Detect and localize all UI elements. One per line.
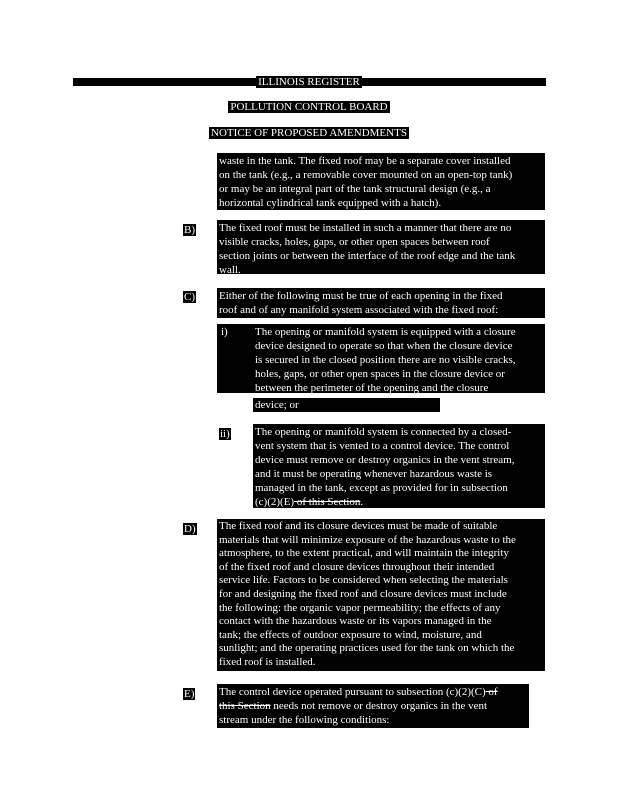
item-c-i-last-line: device; or — [253, 398, 440, 412]
text-line: materials that will minimize exposure of the hazardous waste to the — [219, 533, 516, 546]
text-line: is secured in the closed position there are no visible cracks, — [255, 354, 516, 366]
text-line: atmosphere, to the extent practical, and will maintain the integrity — [219, 547, 509, 560]
board-title: POLLUTION CONTROL BOARD — [230, 101, 388, 113]
text-line: between the perimeter of the opening and the closure — [255, 382, 489, 393]
text-line: wall. — [219, 264, 241, 274]
text-line: and it must be operating whenever hazardous waste is — [255, 468, 493, 480]
struck-text: this Section — [219, 700, 271, 712]
item-c-paragraph — [217, 288, 545, 318]
struck-text: of this Section — [294, 496, 361, 508]
text-line: (c)(2)(E) of this Section. — [255, 496, 364, 508]
text-line: vent system that is vented to a control device. The control — [255, 440, 510, 452]
notice-title: NOTICE OF PROPOSED AMENDMENTS — [211, 127, 407, 139]
register-title: ILLINOIS REGISTER — [258, 76, 360, 88]
item-c-ii-block — [253, 424, 545, 508]
text-line: or may be an integral part of the tank structural design (e.g., a — [219, 183, 491, 195]
item-c-i-label: i) — [221, 326, 228, 338]
text-line: waste in the tank. The fixed roof may be a separate cover installed — [219, 155, 511, 167]
text-line: The opening or manifold system is equipped with a closure — [255, 326, 516, 338]
text-line: fixed roof is installed. — [219, 655, 316, 668]
text-line: The fixed roof and its closure devices must be made of suitable — [219, 520, 498, 532]
item-c-ii-label: ii) — [220, 428, 230, 440]
text-line: tank; the effects of outdoor exposure to wind, moisture, and — [219, 628, 482, 641]
item-c-i-block — [217, 324, 545, 393]
item-b-label: B) — [184, 224, 195, 236]
text-line: The control device operated pursuant to subsection (c)(2)(C) of — [219, 686, 498, 698]
text-line: device must remove or destroy organics in the vent stream, — [255, 454, 515, 466]
text-line: contact with the hazardous waste or its vapors managed in the — [219, 615, 492, 628]
continuation-paragraph — [217, 153, 545, 210]
text-line: Either of the following must be true of each opening in the fixed — [219, 290, 503, 302]
text-line: horizontal cylindrical tank equipped with a hatch). — [219, 197, 442, 209]
text-line: on the tank (e.g., a removable cover mounted on an open-top tank) — [219, 169, 513, 181]
item-d-paragraph — [217, 519, 545, 671]
struck-text: of — [485, 686, 498, 698]
text-line: device designed to operate so that when the closure device — [255, 340, 513, 352]
text-line: for and designing the fixed roof and closure devices must include — [219, 587, 507, 600]
text-line: stream under the following conditions: — [219, 714, 390, 726]
text-line: section joints or between the interface of the roof edge and the tank — [219, 250, 516, 262]
item-e-paragraph — [217, 684, 529, 728]
text-line: The opening or manifold system is connected by a closed- — [255, 426, 512, 438]
text-line: visible cracks, holes, gaps, or other open spaces between roof — [219, 236, 490, 248]
text-line: the following: the organic vapor permeability; the effects of any — [219, 601, 501, 614]
item-c-label: C) — [184, 291, 195, 303]
text-line: service life. Factors to be considered when selecting the materials — [219, 574, 508, 587]
text-line: of the fixed roof and closure devices throughout their intended — [219, 560, 495, 573]
text-line: roof and of any manifold system associated with the fixed roof: — [219, 304, 499, 316]
text-line: The fixed roof must be installed in such a manner that there are no — [219, 222, 512, 234]
text-line: managed in the tank, except as provided for in subsection — [255, 482, 508, 494]
text-line: sunlight; and the operating practices used for the tank on which the — [219, 642, 515, 655]
item-d-label: D) — [184, 523, 196, 535]
text-line: this Section needs not remove or destroy organics in the vent — [219, 700, 488, 712]
text-line: holes, gaps, or other open spaces in the closure device or — [255, 368, 505, 380]
item-e-label: E) — [184, 688, 195, 700]
item-b-paragraph — [217, 220, 545, 274]
